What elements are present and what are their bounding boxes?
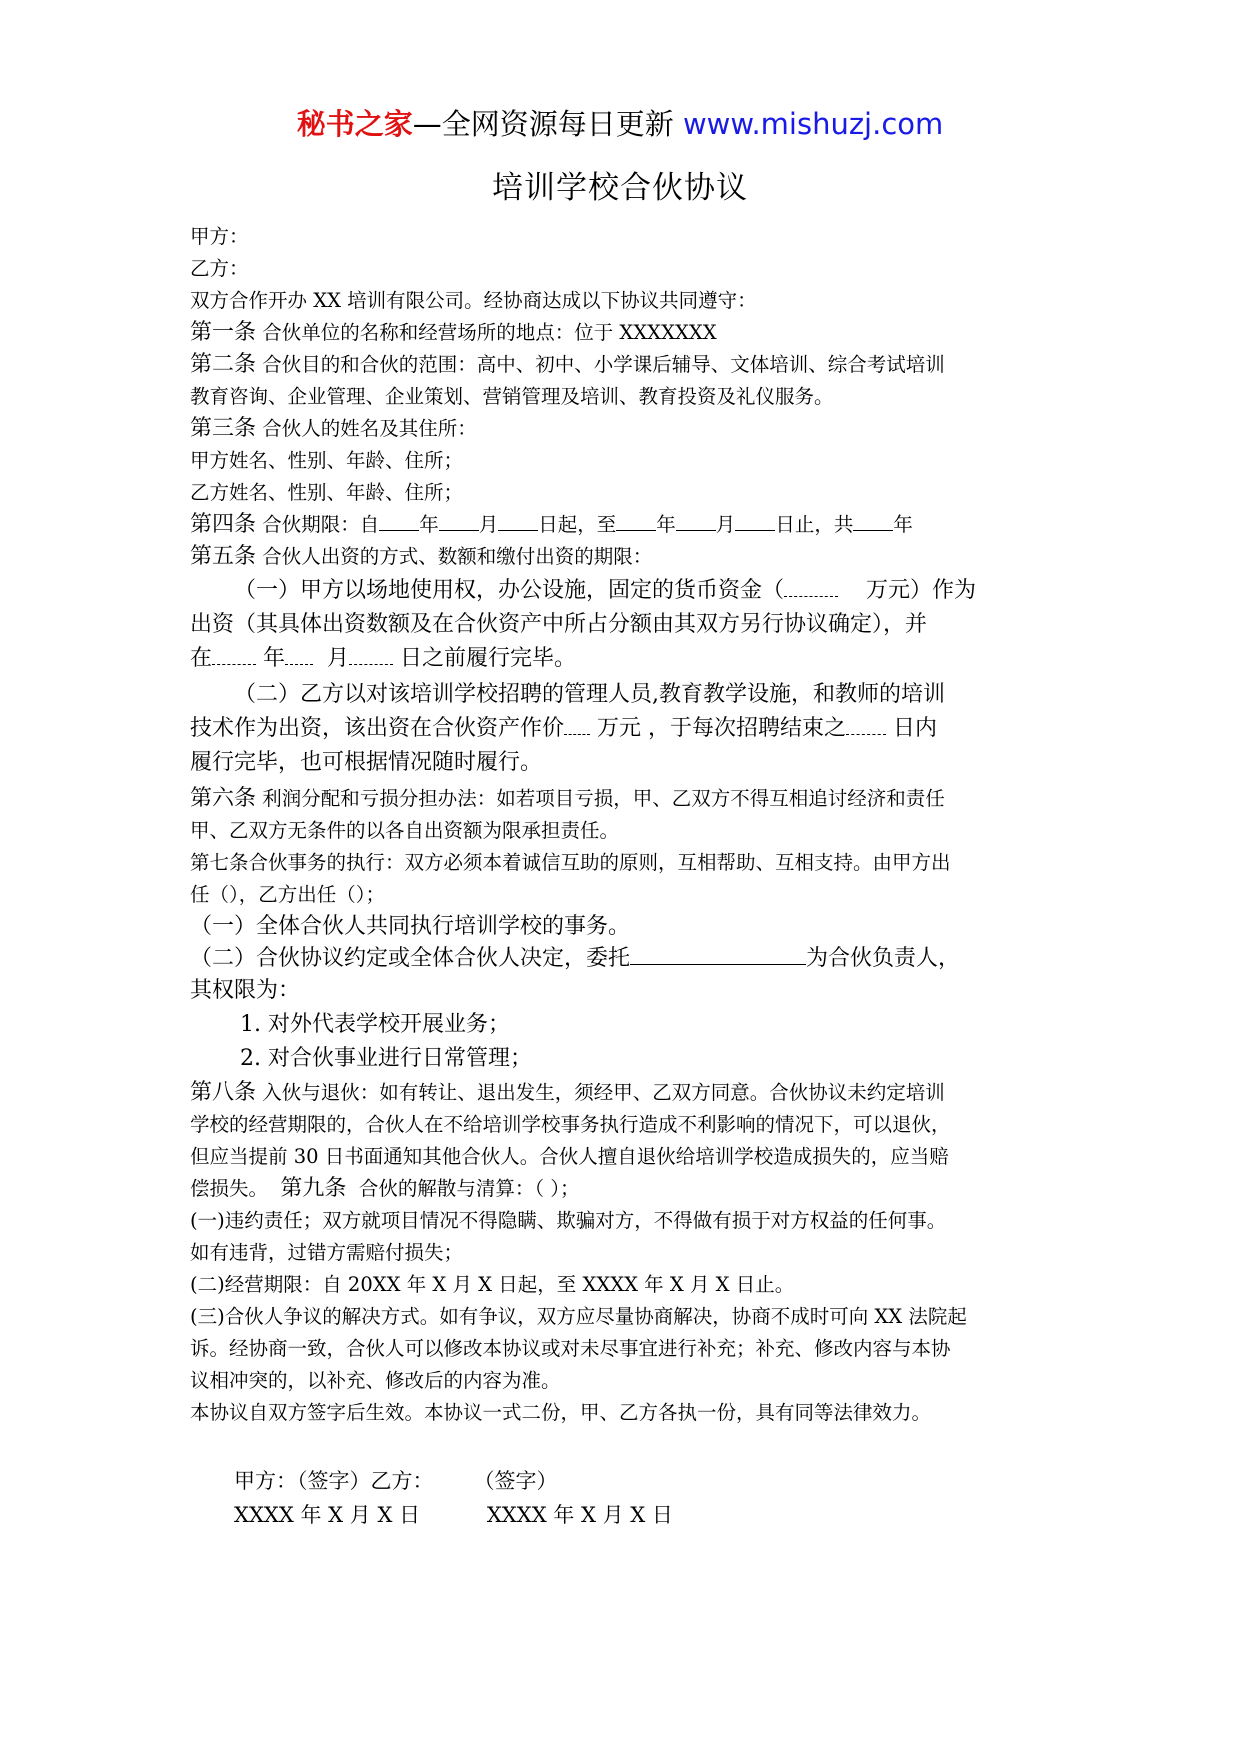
article-text: 年 (656, 513, 676, 536)
blank-field (784, 578, 838, 597)
article-2 (190, 350, 945, 380)
article-label: 第四条 (190, 512, 257, 537)
clause-text: 万元 ，于每次招聘结束之 (597, 716, 847, 741)
article-label: 第九条 (280, 1176, 347, 1201)
article-text: 合伙单位的名称和经营场所的地点：位于 XXXXXXX (262, 321, 717, 344)
clause-text: 日之前履行完毕。 (400, 646, 577, 671)
article-7-cont: 任（），乙方出任（）； (190, 883, 386, 906)
article-7-item-2: 2. 对合伙事业进行日常管理； (240, 1046, 532, 1071)
clause-text: 万元）作为 (866, 578, 977, 603)
blank-field (498, 512, 538, 531)
article-text: 合伙的解散与清算：（ ）； (358, 1177, 580, 1200)
party-b-date: XXXX 年 X 月 X 日 (486, 1503, 673, 1527)
clause-text: 技术作为出资，该出资在合伙资产作价 (190, 716, 565, 741)
clause-text: （一）甲方以场地使用权，办公设施，固定的货币资金（ (234, 578, 785, 603)
article-3-party-a: 甲方姓名、性别、年龄、住所； (190, 449, 464, 472)
party-a-date: XXXX 年 X 月 X 日 (234, 1503, 421, 1527)
blank-field (439, 512, 479, 531)
party-b-signature-label: 乙方： (370, 1469, 434, 1493)
blank-field (212, 646, 256, 665)
party-a-signature-label: 甲方：（签字） (234, 1469, 371, 1493)
article-label: 第八条 (190, 1080, 257, 1105)
article-text: 年 (419, 513, 439, 536)
blank-field (735, 512, 775, 531)
party-a-line: 甲方： (190, 225, 249, 248)
article-5 (190, 542, 652, 572)
clause-text: （二）合伙协议约定或全体合伙人决定，委托 (190, 946, 631, 971)
clause-text: 为合伙负责人， (806, 946, 961, 971)
article-7-item-1: 1. 对外代表学校开展业务； (240, 1012, 510, 1037)
article-5-clause-2-end: 履行完毕，也可根据情况随时履行。 (190, 750, 543, 775)
article-3 (190, 414, 477, 444)
article-5-clause-2: （二）乙方以对该培训学校招聘的管理人员,教育教学设施，和教师的培训 (234, 682, 945, 707)
article-5-clause-2-cont (190, 714, 937, 744)
article-6-cont: 甲、乙双方无条件的以各自出资额为限承担责任。 (190, 819, 620, 842)
clause-text: 年 (263, 646, 286, 671)
article-label: 第二条 (190, 352, 257, 377)
article-9-item-1: (一)违约责任；双方就项目情况不得隐瞒、欺骗对方，不得做有损于对方权益的任何事。 (190, 1209, 947, 1232)
article-1 (190, 318, 717, 348)
party-b-line: 乙方： (190, 257, 249, 280)
site-banner (0, 104, 1240, 144)
article-text: 日止，共 (775, 513, 854, 536)
brand-name: 秘书之家 (296, 107, 413, 141)
article-8-cont-2: 但应当提前 30 日书面通知其他合伙人。合伙人擅自退伙给培训学校造成损失的，应当赔 (190, 1145, 949, 1168)
article-text: 月 (715, 513, 736, 536)
clause-text: 月 (327, 646, 350, 671)
blank-field (630, 944, 806, 965)
article-text: 日起，至 (538, 513, 617, 536)
article-7-clause-1: （一）全体合伙人共同执行培训学校的事务。 (190, 914, 631, 939)
blank-field (349, 646, 393, 665)
article-text: 年 (893, 513, 913, 536)
brand-slogan: —全网资源每日更新 (412, 107, 674, 141)
blank-field (853, 512, 893, 531)
article-text: 偿损失。 (190, 1177, 269, 1200)
blank-field (564, 716, 590, 735)
signature-dates (234, 1500, 673, 1530)
article-7-clause-2 (190, 944, 960, 974)
blank-field (846, 716, 886, 735)
article-text: 入伙与退伙：如有转让、退出发生，须经甲、乙双方同意。合伙协议未约定培训 (262, 1081, 945, 1104)
article-7: 第七条合伙事务的执行：双方必须本着诚信互助的原则，互相帮助、互相支持。由甲方出 (190, 851, 951, 874)
party-b-signature-field: （签字） (473, 1469, 558, 1493)
article-5-clause-1-cont: 出资（其具体出资数额及在合伙资产中所占分额由其双方另行协议确定），并 (190, 612, 928, 637)
article-5-clause-1 (234, 576, 976, 606)
blank-field (676, 512, 716, 531)
blank-field (285, 646, 313, 665)
article-9-item-3-cont-1: 诉。经协商一致，合伙人可以修改本协议或对未尽事宜进行补充；补充、修改内容与本协 (190, 1337, 951, 1360)
article-8-cont-1: 学校的经营期限的，合伙人在不给培训学校事务执行造成不利影响的情况下，可以退伙， (190, 1113, 951, 1136)
article-label: 第五条 (190, 544, 257, 569)
article-4 (190, 510, 913, 540)
article-text: 合伙人出资的方式、数额和缴付出资的期限： (262, 545, 653, 568)
article-6 (190, 784, 945, 814)
blank-field (379, 512, 419, 531)
clause-text: 在 (190, 646, 213, 671)
article-9-item-2: (二)经营期限：自 20XX 年 X 月 X 日起，至 XXXX 年 X 月 X 日止。 (190, 1273, 795, 1296)
site-url-link[interactable]: www.mishuzj.com (682, 107, 944, 141)
article-text: 合伙期限：自 (262, 513, 380, 536)
article-text: 利润分配和亏损分担办法：如若项目亏损，甲、乙双方不得互相追讨经济和责任 (262, 787, 945, 810)
closing-statement: 本协议自双方签字后生效。本协议一式二份，甲、乙方各执一份，具有同等法律效力。 (190, 1401, 932, 1424)
article-label: 第六条 (190, 786, 257, 811)
article-label: 第三条 (190, 416, 257, 441)
article-5-clause-1-date (190, 644, 576, 674)
article-9-item-3-cont-2: 议相冲突的，以补充、修改后的内容为准。 (190, 1369, 561, 1392)
signature-labels (234, 1466, 558, 1496)
article-9-item-3: (三)合伙人争议的解决方式。如有争议，双方应尽量协商解决，协商不成时可向 XX 法院起 (190, 1305, 967, 1328)
article-8 (190, 1078, 945, 1108)
article-9-item-1-cont: 如有违背，过错方需赔付损失； (190, 1241, 464, 1264)
article-text: 合伙目的和合伙的范围：高中、初中、小学课后辅导、文体培训、综合考试培训 (262, 353, 945, 376)
clause-text: 日内 (893, 716, 938, 741)
article-3-party-b: 乙方姓名、性别、年龄、住所； (190, 481, 464, 504)
article-8-cont-3 (190, 1174, 580, 1204)
article-text: 月 (478, 513, 499, 536)
document-title: 培训学校合伙协议 (492, 170, 748, 206)
article-label: 第一条 (190, 320, 257, 345)
article-7-clause-2-cont: 其权限为： (190, 978, 301, 1003)
blank-field (616, 512, 656, 531)
article-2-cont: 教育咨询、企业管理、企业策划、营销管理及培训、教育投资及礼仪服务。 (190, 385, 834, 408)
article-text: 合伙人的姓名及其住所： (262, 417, 477, 440)
intro-line: 双方合作开办 XX 培训有限公司。经协商达成以下协议共同遵守： (190, 289, 757, 312)
